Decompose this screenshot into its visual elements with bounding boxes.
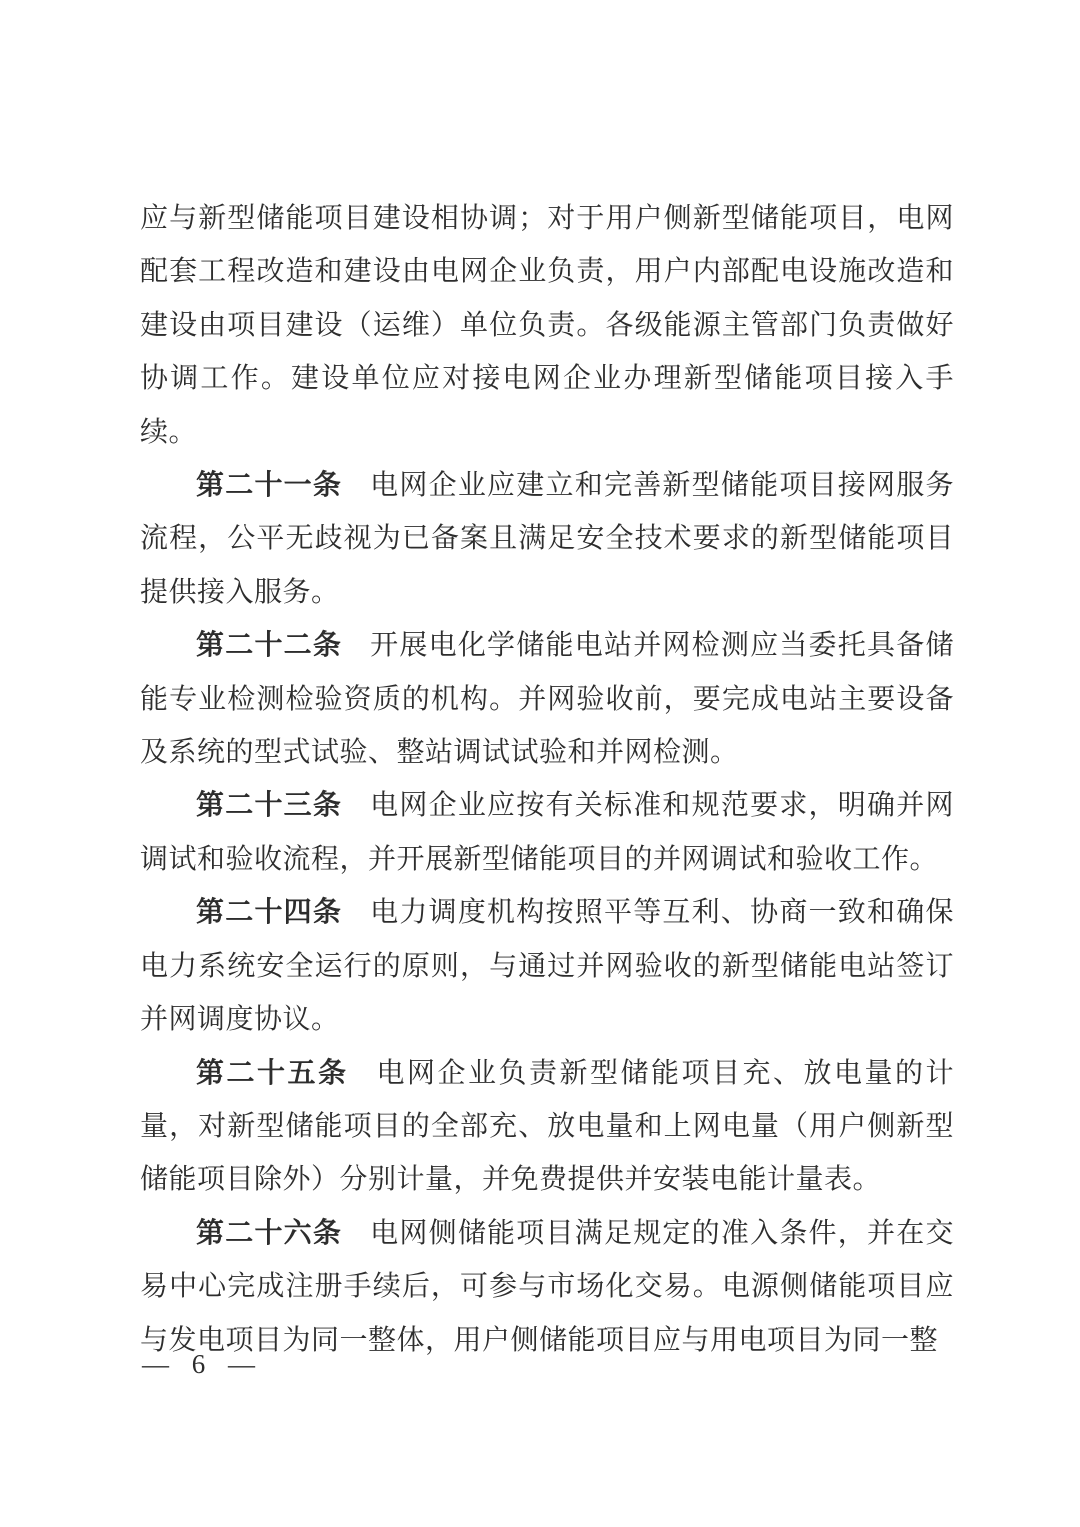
article-number-label: 第二十四条: [196, 897, 343, 929]
article-number-label: 第二十六条: [196, 1217, 343, 1249]
article-number-label: 第二十五条: [196, 1057, 349, 1089]
article-paragraph-22: [140, 619, 954, 779]
article-paragraph-26: [140, 1207, 954, 1367]
document-body: [140, 192, 954, 1367]
article-text: 电网企业负责新型储能项目充、放电量的计量，对新型储能项目的全部充、放电量和上网电量（用户侧新型储能项目除外）分别计量，并免费提供并安装电能计量表。: [140, 1057, 954, 1196]
article-paragraph-23: [140, 779, 954, 886]
article-text: 电网企业应按有关标准和规范要求，明确并网调试和验收流程，并开展新型储能项目的并网调试和验收工作。: [140, 790, 954, 875]
article-paragraph-21: [140, 459, 954, 619]
article-number-label: 第二十一条: [196, 470, 343, 502]
article-text: 电力调度机构按照平等互利、协商一致和确保电力系统安全运行的原则，与通过并网验收的新型储能电站签订并网调度协议。: [140, 897, 954, 1036]
body-paragraph: [140, 192, 954, 459]
article-text: 电网企业应建立和完善新型储能项目接网服务流程，公平无歧视为已备案且满足安全技术要求的新型储能项目提供接入服务。: [140, 470, 954, 608]
article-paragraph-25: [140, 1047, 954, 1207]
article-number-label: 第二十二条: [196, 630, 343, 662]
article-text: 开展电化学储能电站并网检测应当委托具备储能专业检测检验资质的机构。并网验收前，要完成电站主要设备及系统的型式试验、整站调试试验和并网检测。: [140, 630, 954, 769]
article-number-label: 第二十三条: [196, 790, 343, 822]
page-number: — 6 —: [142, 1349, 255, 1379]
article-text: 电网侧储能项目满足规定的准入条件，并在交易中心完成注册手续后，可参与市场化交易。电源侧储能项目应与发电项目为同一整体，用户侧储能项目应与用电项目为同一整: [140, 1217, 954, 1356]
article-paragraph-24: [140, 886, 954, 1046]
paragraph-text: 应与新型储能项目建设相协调；对于用户侧新型储能项目，电网配套工程改造和建设由电网企业负责，用户内部配电设施改造和建设由项目建设（运维）单位负责。各级能源主管部门负责做好协调工作。建设单位应对接电网企业办理新型储能项目接入手续。: [140, 203, 954, 448]
